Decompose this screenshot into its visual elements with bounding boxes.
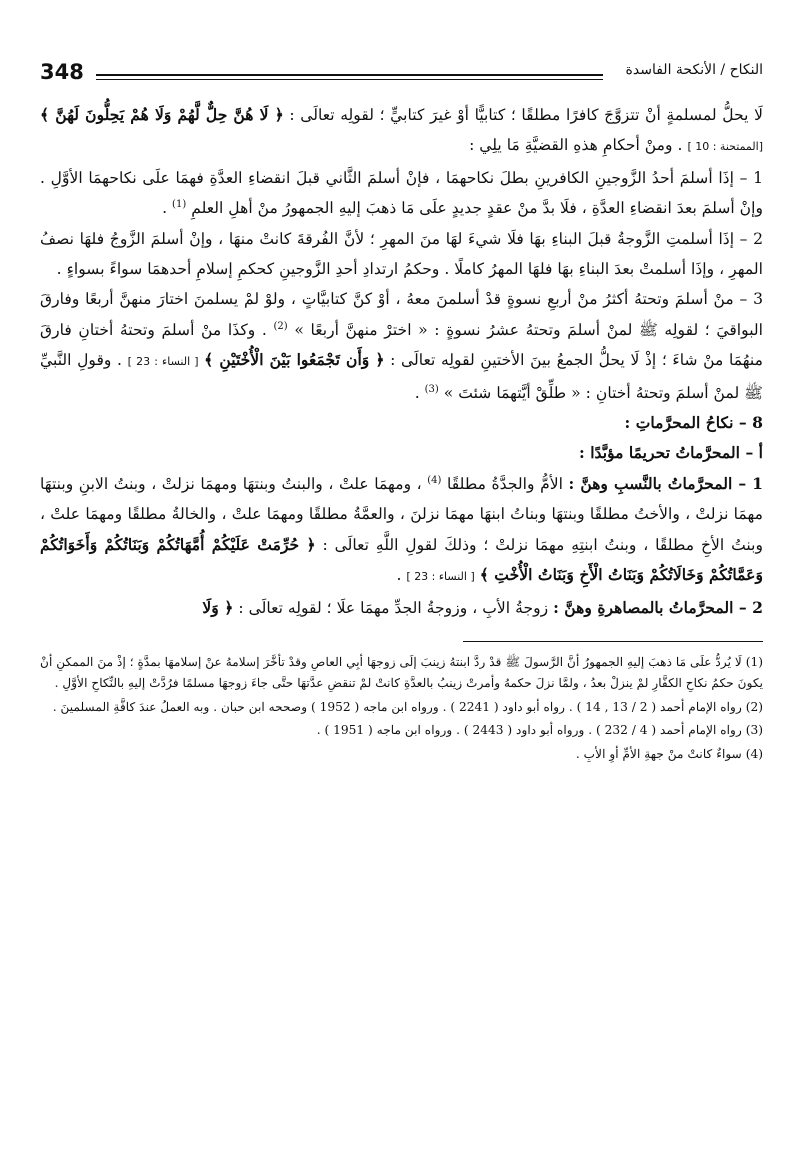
footnotes xyxy=(40,652,763,766)
text-run: . وقولِ النَّبيِّ ﷺ لمنْ أسلمَ وتحتهُ أختانِ : « طلِّقْ أيَّتهمَا شئتَ » xyxy=(40,351,763,402)
footnote-1: (1) لَا يُردُّ علَى مَا ذهبَ إليهِ الجمهورُ أنَّ الرَّسولَ ﷺ قدْ ردَّ ابنتهُ زينبَ إلَى زوجهَا أبِي العاصِ وقدْ تأخَّرَ إسلامهُ عنْ إسلامهَا بمدَّةٍ ؛ إذْ منَ الممكنِ أنْ يكونَ حكمُ نكاحِ الكفَّارِ لمْ ينزلْ بعدُ ، ولمَّا نزلَ حكمهُ وأمرتْ زينبُ بالعدَّةِ كانتْ لمْ تنقضِ عدَّتهَا حتَّى جاءَ زوجهَا مسلمًا فرُدَّتْ إليهِ بالنِّكاحِ الأوَّلِ . xyxy=(40,654,763,691)
text-run: زوجةُ الأبِ ، وزوجةُ الجدِّ مهمَا علَا ؛ لقولِه تعالَى : xyxy=(238,598,549,617)
text-run: . وكذَا منْ أسلمَ وتحتهُ أختانِ فارقَ منهُمَا منْ شاءَ ؛ إذْ لَا يحلُّ الجمعُ بينَ الأختينِ لقولِه تعالَى : xyxy=(40,320,763,370)
paragraph-intro xyxy=(40,100,763,163)
quran-verse: ﴿ لَا هُنَّ حِلٌّ لَّهُمْ وَلَا هُمْ يَحِلُّونَ لَهُنَّ ﴾ xyxy=(40,105,284,124)
paragraph-rule-2 xyxy=(40,224,763,285)
paragraph-rule-3: 3 – منْ أسلمَ وتحتهُ أكثرُ منْ أربعِ نسوةٍ قدْ أسلمنَ معهُ ، أوْ كنَّ كتابيَّاتٍ ، ولوْ لمْ يسلمنَ اختارَ منهنَّ أربعًا وفارقَ البواقيَ ؛ لقولِه ﷺ لمنْ أسلمَ وتحتهُ عشرُ نسوةٍ : « اخترْ منهنَّ أربعًا » $^{(2)}$ . وكذَا منْ أسلمَ وتحتهُ أختانِ فارقَ منهُمَا منْ شاءَ ؛ إذْ لَا يحلُّ الجمعُ بينَ الأختينِ لقولِه تعالَى : ﴿ وَأَن تَجْمَعُوا بَيْنَ الْأُخْتَيْنِ ﴾ [ النساء : 23 ] . وقولِ النَّبيِّ ﷺ لمنْ أسلمَ وتحتهُ أختانِ : « طلِّقْ أيَّتهمَا شئتَ » $^{(3)}$ . xyxy=(40,290,763,402)
footnote-rule xyxy=(463,641,763,642)
footnote-marker: (1) xyxy=(172,199,187,211)
section-heading-8: 8 – نكاحُ المحرَّماتِ : xyxy=(624,413,763,433)
verse-reference: [ النساء : 23 ] xyxy=(127,355,199,369)
footnote-marker: (4) xyxy=(427,474,442,486)
item-lead: 1 – المحرَّماتُ بالنَّسبِ وهنَّ : xyxy=(568,473,764,493)
page-header xyxy=(40,60,763,94)
footnote-marker: (3) xyxy=(424,383,439,395)
footnote-marker: (2) xyxy=(273,320,288,332)
page-number: 348 xyxy=(40,60,84,84)
paragraph-rule-1: 1 – إذَا أسلمَ أحدُ الزَّوجينِ الكافرينِ بطلَ نكاحهمَا ، فإنْ أسلمَ الثَّاني قبلَ انقضاءِ العدَّةِ فهمَا علَى نكاحهمَا الأوَّلِ . وإنْ أسلمَ بعدَ انقضاءِ العدَّةِ ، فلَا بدَّ منْ عقدٍ جديدٍ علَى مَا ذهبَ إليهِ الجمهورُ منْ أهلِ العلمِ $^{(1)}$ . xyxy=(40,168,763,218)
footnote-3: (3) رواه الإمام أحمد ( 4 / 232 ) . ورواه أبو داود ( 2443 ) . ورواه ابن ماجه ( 1951 ) . xyxy=(316,723,763,738)
subheading-permanent: أ – المحرَّماتُ تحريمًا مؤبَّدًا : xyxy=(579,443,763,463)
text-run: 2 – إذَا أسلمتِ الزَّوجةُ قبلَ البناءِ بهَا فلَا شيءَ لهَا منَ المهرِ ؛ لأنَّ الفُرقةَ كانتْ منهَا ، وإنْ أسلمَ الزَّوجُ فلهَا نصفُ المهرِ ، وإذَا أسلمتْ بعدَ البناءِ بهَا فلهَا المهرُ كاملًا . وحكمُ ارتدادِ أحدِ الزَّوجينِ كحكمِ إسلامِ أحدهمَا سواءً بسواءٍ . xyxy=(40,229,763,279)
verse-reference: [الممتحنة : 10 ] xyxy=(687,140,763,154)
quran-verse: ﴿ حُرِّمَتْ عَلَيْكُمْ أُمَّهَاتُكُمْ وَبَنَاتُكُمْ وَأَخَوَاتُكُمْ وَعَمَّاتُكُمْ وَخَالَاتُكُمْ وَبَنَاتُ الْأَخِ وَبَنَاتُ الْأُخْتِ ﴾ xyxy=(40,534,763,585)
footnote-4: (4) سواءٌ كانتْ منْ جهةِ الأمِّ أوِ الأبِ . xyxy=(575,746,763,761)
paragraph-kinship: 1 – المحرَّماتُ بالنَّسبِ وهنَّ : الأمُّ والجدَّةُ مطلقًا $^{(4)}$ ، ومهمَا علتْ ، والبنتُ وبنتهَا ومهمَا نزلتْ ، وبنتُ الابنِ وبنتهَا مهمَا نزلتْ ، والأختُ مطلقًا وبنتهَا وبناتُ ابنهَا مهمَا نزلنَ ، والعمَّةُ مطلقًا ومهمَا علتْ ، والخالةُ مطلقًا ومهمَا علتْ ، وبنتُ الأخِ مطلقًا ، وبنتُ ابنتِهِ مهمَا نزلتْ ؛ وذلكَ لقولِ اللَّهِ تعالَى : ﴿ حُرِّمَتْ عَلَيْكُمْ أُمَّهَاتُكُمْ وَبَنَاتُكُمْ وَأَخَوَاتُكُمْ وَعَمَّاتُكُمْ وَخَالَاتُكُمْ وَبَنَاتُ الْأَخِ وَبَنَاتُ الْأُخْتِ ﴾ [ النساء : 23 ] . xyxy=(40,473,764,585)
header-rule xyxy=(96,74,603,80)
text-run: الأمُّ والجدَّةُ مطلقًا xyxy=(447,474,563,493)
verse-reference: [ النساء : 23 ] xyxy=(406,570,475,584)
paragraph-marriage xyxy=(40,593,763,623)
running-title: النكاح / الأنكحة الفاسدة xyxy=(625,62,763,78)
text-run: لَا يحلُّ لمسلمةٍ أنْ تتزوَّجَ كافرًا مطلقًا ؛ كتابيًّا أوْ غيرَ كتابيٍّ ؛ لقولِه تعالَى : xyxy=(289,106,763,124)
main-text xyxy=(40,100,763,623)
quran-verse: ﴿ وَأَن تَجْمَعُوا بَيْنَ الْأُخْتَيْنِ ﴾ xyxy=(204,350,385,370)
text-run: . ومنْ أحكامِ هذهِ القضيَّةِ مَا يلِي : xyxy=(469,136,683,155)
text-run: 1 – إذَا أسلمَ أحدُ الزَّوجينِ الكافرينِ بطلَ نكاحهمَا ، فإنْ أسلمَ الثَّاني قبلَ انقضاءِ العدَّةِ فهمَا علَى نكاحهمَا الأوَّلِ . وإنْ أسلمَ بعدَ انقضاءِ العدَّةِ ، فلَا بدَّ منْ عقدٍ جديدٍ علَى مَا ذهبَ إليهِ الجمهورُ منْ أهلِ العلمِ xyxy=(40,168,763,218)
item-lead: 2 – المحرَّماتُ بالمصاهرةِ وهنَّ : xyxy=(553,597,763,617)
footnote-2: (2) رواه الإمام أحمد ( 2 / 13 , 14 ) . رواه أبو داود ( 2241 ) . ورواه ابن ماجه ( 1952 ) وصححه ابن حبان . وبه العملُ عندَ كافَّةِ المسلمينَ . xyxy=(52,699,763,714)
text-run: ، ومهمَا علتْ ، والبنتُ وبنتهَا ومهمَا نزلتْ ، وبنتُ الابنِ وبنتهَا مهمَا نزلتْ ، والأختُ مطلقًا وبنتهَا وبناتُ ابنهَا مهمَا نزلنَ ، والعمَّةُ مطلقًا ومهمَا علتْ ، والخالةُ مطلقًا ومهمَا علتْ ، وبنتُ الأخِ مطلقًا ، وبنتُ ابنتِهِ مهمَا نزلتْ ؛ وذلكَ لقولِ اللَّهِ تعالَى : xyxy=(40,474,763,554)
book-page xyxy=(40,60,763,767)
text-run: 3 – منْ أسلمَ وتحتهُ أكثرُ منْ أربعِ نسوةٍ قدْ أسلمنَ معهُ ، أوْ كنَّ كتابيَّاتٍ ، ولوْ لمْ يسلمنَ اختارَ منهنَّ أربعًا وفارقَ البواقيَ ؛ لقولِه ﷺ لمنْ أسلمَ وتحتهُ عشرُ نسوةٍ : « اخترْ منهنَّ أربعًا » xyxy=(40,290,763,339)
quran-verse: ﴿ وَلَا xyxy=(202,597,234,617)
